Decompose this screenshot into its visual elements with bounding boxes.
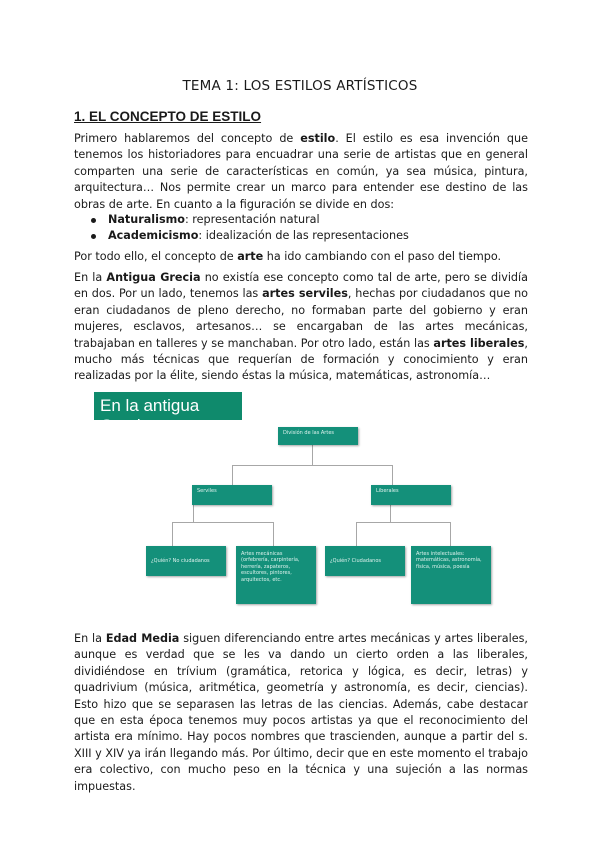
connector-left-a [172,522,173,546]
bullet-icon [91,234,96,239]
list-item: Academicismo: idealización de las representaciones [74,228,528,244]
bullet-list [74,212,528,245]
connector-left-split [172,522,274,523]
paragraph-estilo: Primero hablaremos del concepto de estilo. El estilo es esa invención que tenemos los historiadores para encuadrar una serie de artistas que en general comparten una serie de características en común, ya sea música, pintura, arquitectura… Nos permite crear un marco para entender ese destino de las obras de arte. En cuanto a la figuración se divide en dos: [74,132,528,211]
diagram-slide [74,372,528,612]
list-item: Naturalismo: representación natural [74,212,528,228]
node-liberales: Liberales [371,485,451,505]
connector-right-split [356,522,451,523]
node-serviles: Serviles [192,485,272,505]
connector-left-down [232,465,233,485]
node-serviles-artes: Artes mecánicas (orfebrería, carpintería, herrería, zapateros, escultores, pintores, arquitectos, etc. [236,546,316,604]
connector-left-b [273,522,274,546]
node-liberales-quien: ¿Quién? Ciudadanos [325,546,405,576]
connector-left-branch [193,505,194,522]
bullet-icon [91,218,96,223]
connector-right-down [392,465,393,485]
term-estilo: estilo [300,132,336,145]
paragraph-arte: Por todo ello, el concepto de arte ha ido cambiando con el paso del tiempo. [74,250,502,263]
paragraph-edad-media: En la Edad Media siguen diferenciando entre artes mecánicas y artes liberales, aunque es verdad que se les va dando un cierto orden a las liberales, dividiéndose en trívium (gramática, retorica y lógica, es decir, letras) y quadrivium (música, aritmética, geometría y astronomía, es decir, ciencias). Esto hizo que se separasen las letras de las ciencias. Además, cabe destacar que en esta época tenemos muy pocos artistas ya que el reconocimiento del artista era mínimo. Hay pocos nombres que trascienden, aunque a partir del s. XIII y XIV ya irán llegando más. Por último, decir que en este momento el trabajo era colectivo, con mucho peso en la técnica y una sujeción a las normas impuestas. [74,632,528,793]
connector-right-branch [390,505,391,522]
node-division-artes: División de las Artes [278,427,358,445]
connector-horizontal [232,465,393,466]
node-serviles-quien: ¿Quién? No ciudadanos [146,546,226,576]
connector-right-a [356,522,357,546]
node-liberales-artes: Artes intelectuales: matemáticas, astronomía, física, música, poesía [411,546,491,604]
slide-banner: En la antigua Grecia [94,392,242,420]
section-heading: 1. EL CONCEPTO DE ESTILO [74,109,262,124]
paragraph-grecia: En la Antigua Grecia no existía ese concepto como tal de arte, pero se dividía en dos. Por un lado, tenemos las artes serviles, hechas por ciudadanos que no eran ciudadanos de pleno derecho, no formaban parte del gobierno y eran mujeres, esclavos, artesanos… se encargaban de las artes mecánicas, trabajaban en talleres y se manchaban. Por otro lado, están las artes liberales, mucho más técnicas que requerían de formación y conocimiento y eran realizadas por la élite, siendo éstas la música, matemáticas, astronomía… [74,271,528,383]
page-title: TEMA 1: LOS ESTILOS ARTÍSTICOS [182,78,418,94]
connector-root-down [312,445,313,465]
connector-right-b [450,522,451,546]
